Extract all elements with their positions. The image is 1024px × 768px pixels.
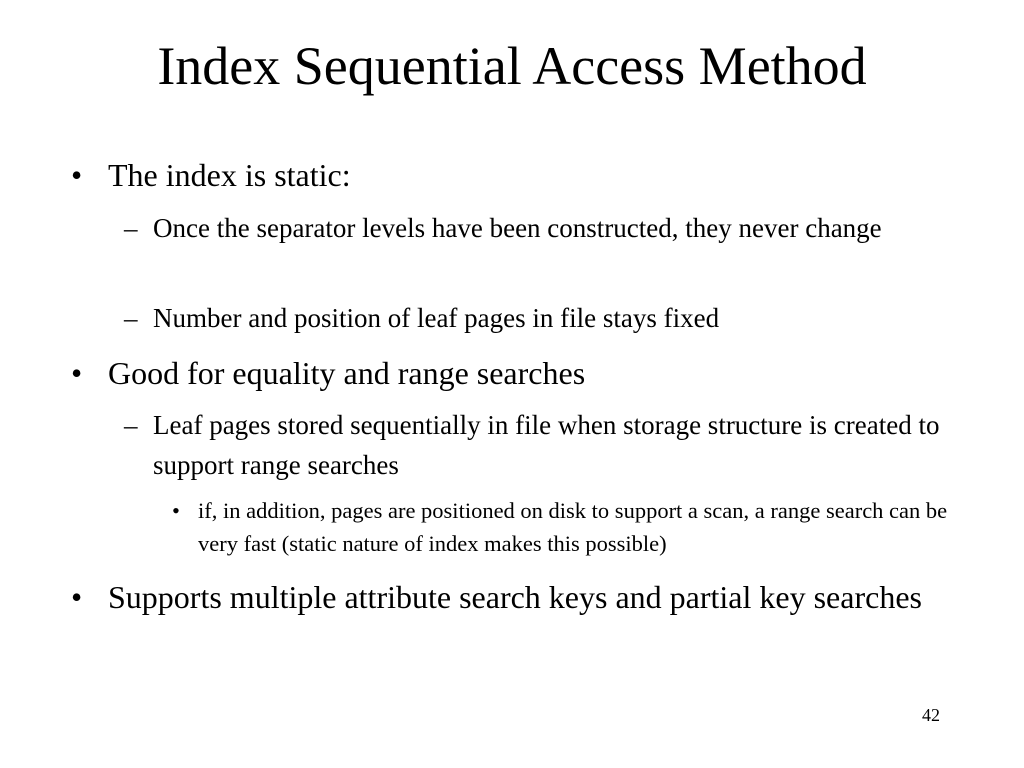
bullet-text: The index is static: (108, 157, 351, 193)
bullet-item (71, 574, 986, 620)
sub-bullet-item (124, 298, 984, 338)
sub-bullet-text: Number and position of leaf pages in file stays fixed (153, 303, 720, 333)
sub-bullet-text: Leaf pages stored sequentially in file when storage structure is created to support range searches (153, 410, 940, 480)
dash-marker: – (124, 410, 138, 440)
sub-sub-bullet-item (172, 494, 988, 560)
bullet-item (71, 350, 986, 396)
sub-bullet-text: Once the separator levels have been constructed, they never change (153, 213, 882, 243)
bullet-text: Supports multiple attribute search keys and partial key searches (108, 579, 922, 615)
slide-title: Index Sequential Access Method (157, 36, 867, 96)
bullet-item (71, 152, 986, 198)
page-number: 42 (922, 705, 940, 725)
bullet-marker: • (172, 498, 180, 523)
bullet-marker: • (71, 157, 83, 193)
sub-sub-bullet-text: if, in addition, pages are positioned on disk to support a scan, a range search can be very fast (static nature of index makes this possible) (198, 498, 948, 556)
bullet-text: Good for equality and range searches (108, 355, 586, 391)
sub-bullet-item (124, 208, 984, 248)
sub-bullet-item (124, 405, 984, 485)
bullet-marker: • (71, 579, 83, 615)
dash-marker: – (124, 303, 138, 333)
dash-marker: – (124, 213, 138, 243)
bullet-marker: • (71, 355, 83, 391)
